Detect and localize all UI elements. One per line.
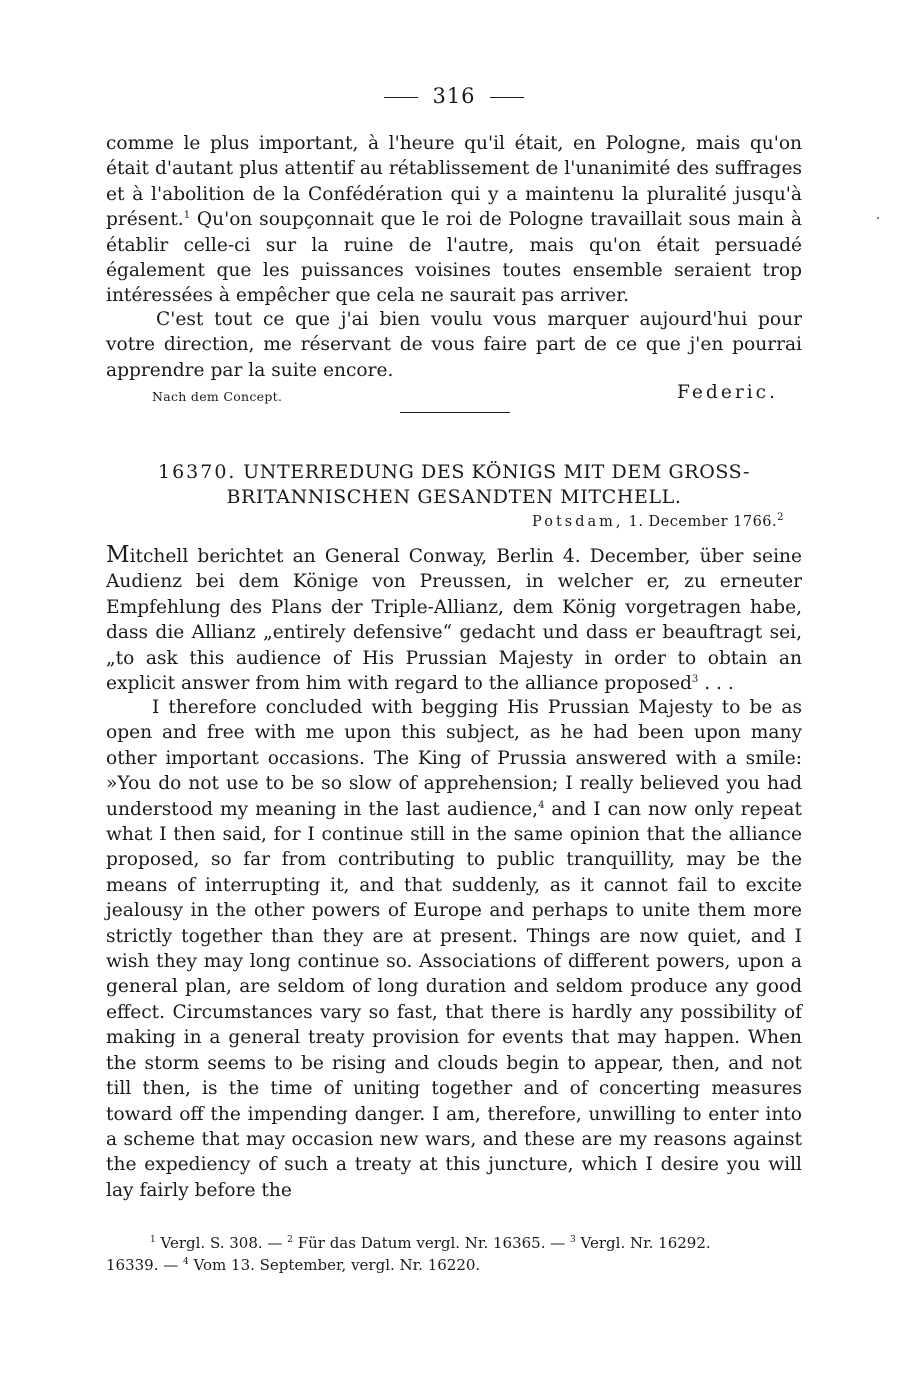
page-number-dash-right <box>490 97 524 98</box>
footnote-line-2 <box>106 1254 802 1276</box>
scan-speck <box>877 217 879 219</box>
paragraph-continuation <box>106 131 802 309</box>
footnote-mark-3: 3 <box>570 1235 576 1245</box>
footnote-text-1: Vergl. S. 308. — <box>160 1234 288 1252</box>
footnote-text-2: Für das Datum vergl. Nr. 16365. — <box>297 1234 571 1252</box>
footnote-ref-4: 4 <box>538 799 545 811</box>
document-number: 16370. <box>157 461 237 483</box>
source-note: Nach dem Concept. <box>152 389 283 404</box>
paragraph-1-text-after: Qu'on soupçonnait que le roi de Pologne travaillait sous main à établir celle-ci sur la ruine de l'autre, mais qu'on était persuadé également que les puissances voisines toutes ensemble seraient trop intéressées à empêcher que cela ne saurait pas arriver. <box>106 209 802 307</box>
footnote-mark-1: 1 <box>150 1235 156 1245</box>
dateline-place: Potsdam, <box>532 514 624 530</box>
footnotes <box>106 1232 802 1276</box>
heading-line-1 <box>106 460 802 485</box>
document-heading <box>106 460 802 510</box>
paragraph-closing: C'est tout ce que j'ai bien voulu vous marquer aujourd'hui pour votre direction, me réservant de vous faire part de ce que j'en pourrai apprendre par la suite encore. <box>106 309 802 381</box>
paragraph-3-dropcap: M <box>106 542 130 568</box>
paragraph-4-text-after: and I can now only repeat what I then said, for I continue still in the same opinion that the alliance proposed, so far from contributing to public tranquillity, may be the means of interrupting it, and that suddenly, as it cannot fail to excite jealousy in the other powers of Europe and perhaps to unite them more strictly together than they are at present. Things are now quiet, and I wish they may long continue so. Associations of different powers, upon a general plan, are seldom of long duration and seldom produce any good effect. Circumstances vary so fast, that there is hardly any possibility of making in a general treaty provision for events that may happen. When the storm seems to be rising and clouds begin to appear, then, and not till then, is the time of uniting together and of concerting measures toward off the impending danger. I am, therefore, unwilling to enter into a scheme that may occasion new wars, and these are my reasons against the expediency of such a treaty at this juncture, which I desire you will lay fairly before the <box>106 798 802 1201</box>
paragraph-quotation <box>106 695 802 1203</box>
footnote-ref-3: 3 <box>691 673 699 685</box>
footnote-mark-4: 4 <box>183 1257 189 1267</box>
heading-title-1: UNTERREDUNG DES KÖNIGS MIT DEM GROSS- <box>243 461 750 483</box>
footnote-line-1 <box>106 1232 802 1254</box>
page-number-text: 316 <box>432 84 476 108</box>
page-number-dash-left <box>384 97 418 98</box>
dateline-date: 1. December 1766. <box>628 514 778 530</box>
signature: Federic. <box>677 382 778 403</box>
footnote-text-3-cont: 16339. — <box>106 1256 184 1274</box>
paragraph-3-text: itchell berichtet an General Conway, Berlin 4. December, über seine Audienz bei dem Könige von Preussen, in welcher er, zu erneuter Empfehlung des Plans der Triple-Allianz, dem König vorgetragen habe, dass die Allianz „entirely defensive“ gedacht und dass er beauftragt sei, „to ask this audience of His Prussian Majesty in order to obtain an explicit answer from him with regard to the alliance proposed <box>106 546 802 695</box>
footnote-ref-1: 1 <box>183 210 191 222</box>
paragraph-3-text-after: . . . <box>698 673 734 695</box>
footnote-mark-2: 2 <box>287 1235 293 1245</box>
footnote-text-4: Vom 13. September, vergl. Nr. 16220. <box>193 1256 481 1274</box>
paragraph-4-text: I therefore concluded with begging His Prussian Majesty to be as open and free with me upon this subject, as he had been upon many other important occasions. The King of Prussia answered with a smile: »You do not use to be so slow of apprehension; I really believed you had understood my meaning in the last audience, <box>106 697 802 820</box>
footnote-ref-2: 2 <box>777 512 784 524</box>
source-and-signature <box>106 380 802 408</box>
page-number <box>106 84 802 108</box>
paragraph-1-text: comme le plus important, à l'heure qu'il était, en Pologne, mais qu'on était d'autant plus attentif au rétablissement de l'unanimité des suffrages et à l'abolition de la Confédération qui y a maintenu la pluralité jusqu'à présent. <box>106 133 802 231</box>
section-separator <box>400 412 510 413</box>
dateline <box>532 514 784 530</box>
footnote-text-3: Vergl. Nr. 16292. <box>580 1234 711 1252</box>
paragraph-report <box>106 543 802 696</box>
heading-line-2: BRITANNISCHEN GESANDTEN MITCHELL. <box>226 486 682 508</box>
